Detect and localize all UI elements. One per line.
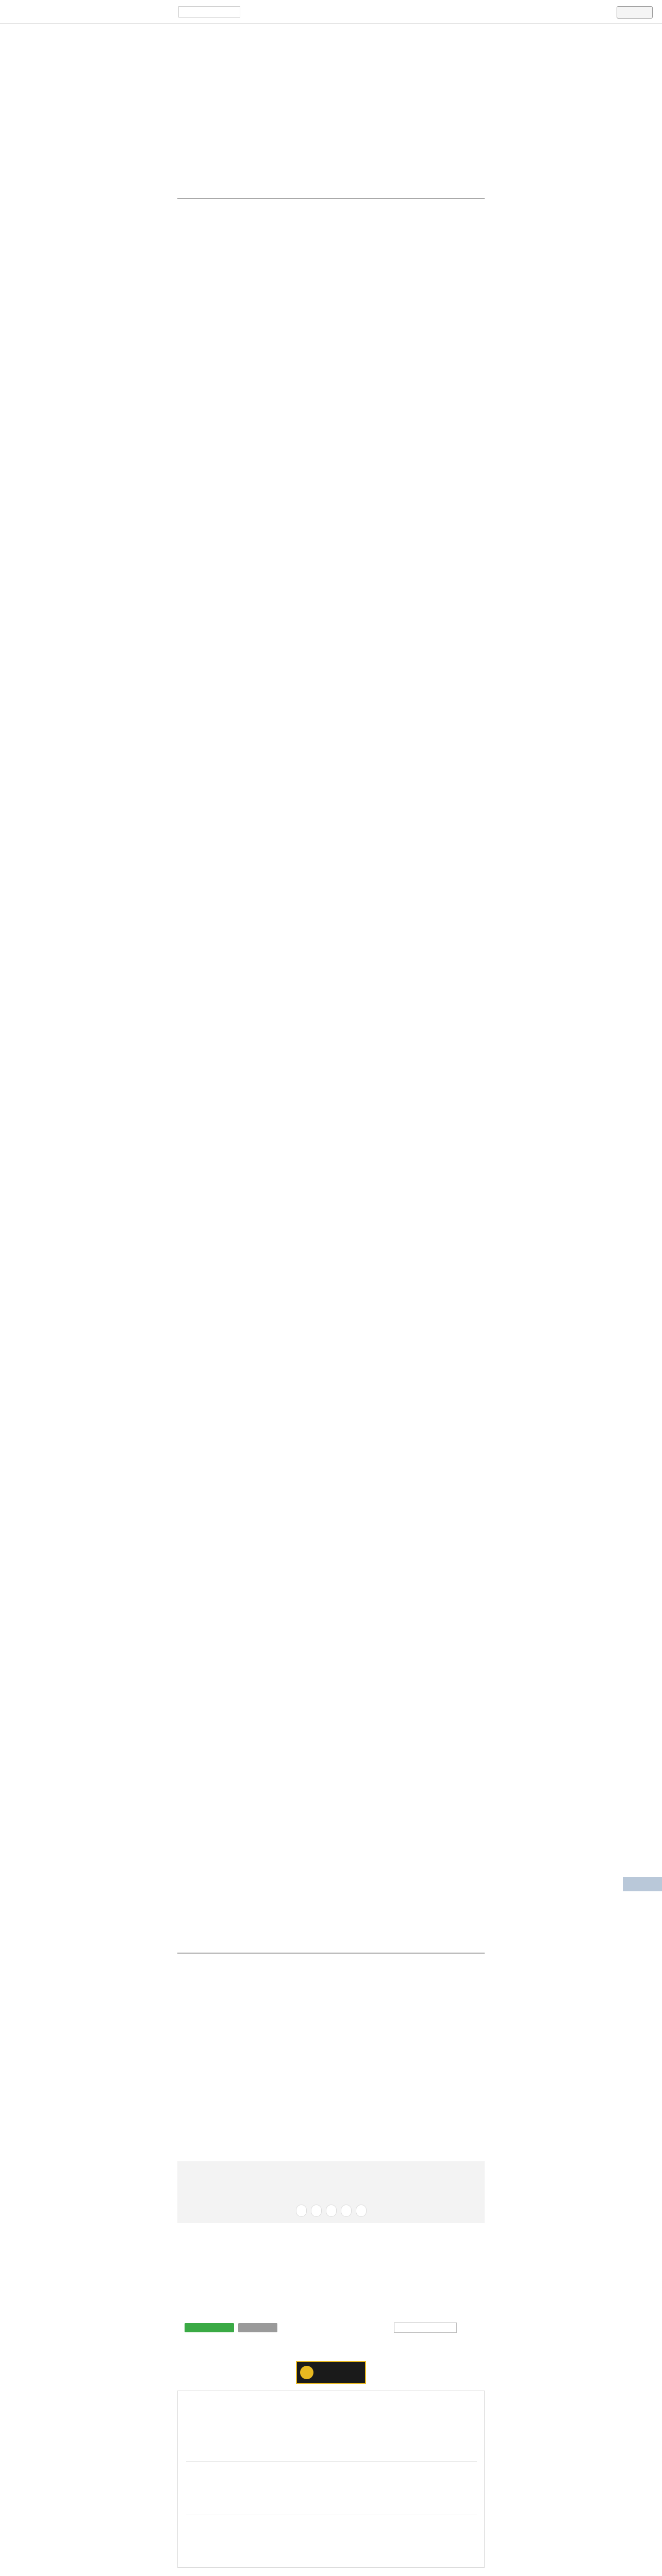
site-header — [0, 0, 662, 24]
afterword — [177, 1968, 485, 2006]
toolbar-search-input[interactable] — [394, 2323, 457, 2333]
reaction-button[interactable] — [341, 2205, 352, 2217]
review-item — [186, 2520, 477, 2564]
promo-badge-icon — [300, 2366, 313, 2379]
promo-banner[interactable] — [296, 2361, 366, 2384]
reaction-button[interactable] — [296, 2205, 307, 2217]
green-button[interactable] — [185, 2323, 234, 2332]
tool-bar — [0, 2321, 662, 2334]
header-search-input[interactable] — [178, 6, 240, 18]
review-item — [186, 2413, 477, 2457]
afterword-divider — [177, 1953, 485, 1954]
afterword-url-link[interactable] — [177, 1993, 485, 2004]
rating-box — [177, 2161, 485, 2223]
reaction-button[interactable] — [326, 2205, 337, 2217]
help-button[interactable] — [617, 6, 653, 19]
header-nav — [150, 6, 240, 18]
reaction-button[interactable] — [356, 2205, 367, 2217]
reviews-heading — [178, 2391, 484, 2397]
foreword-divider — [177, 198, 485, 199]
reaction-button[interactable] — [311, 2205, 322, 2217]
reviews-section — [177, 2391, 485, 2568]
afterword-heading — [177, 1968, 485, 1979]
reaction-buttons — [177, 2205, 485, 2217]
page-top-button[interactable] — [623, 1877, 662, 1891]
gray-button[interactable] — [238, 2323, 277, 2332]
review-divider — [186, 2461, 477, 2462]
review-item — [186, 2466, 477, 2511]
